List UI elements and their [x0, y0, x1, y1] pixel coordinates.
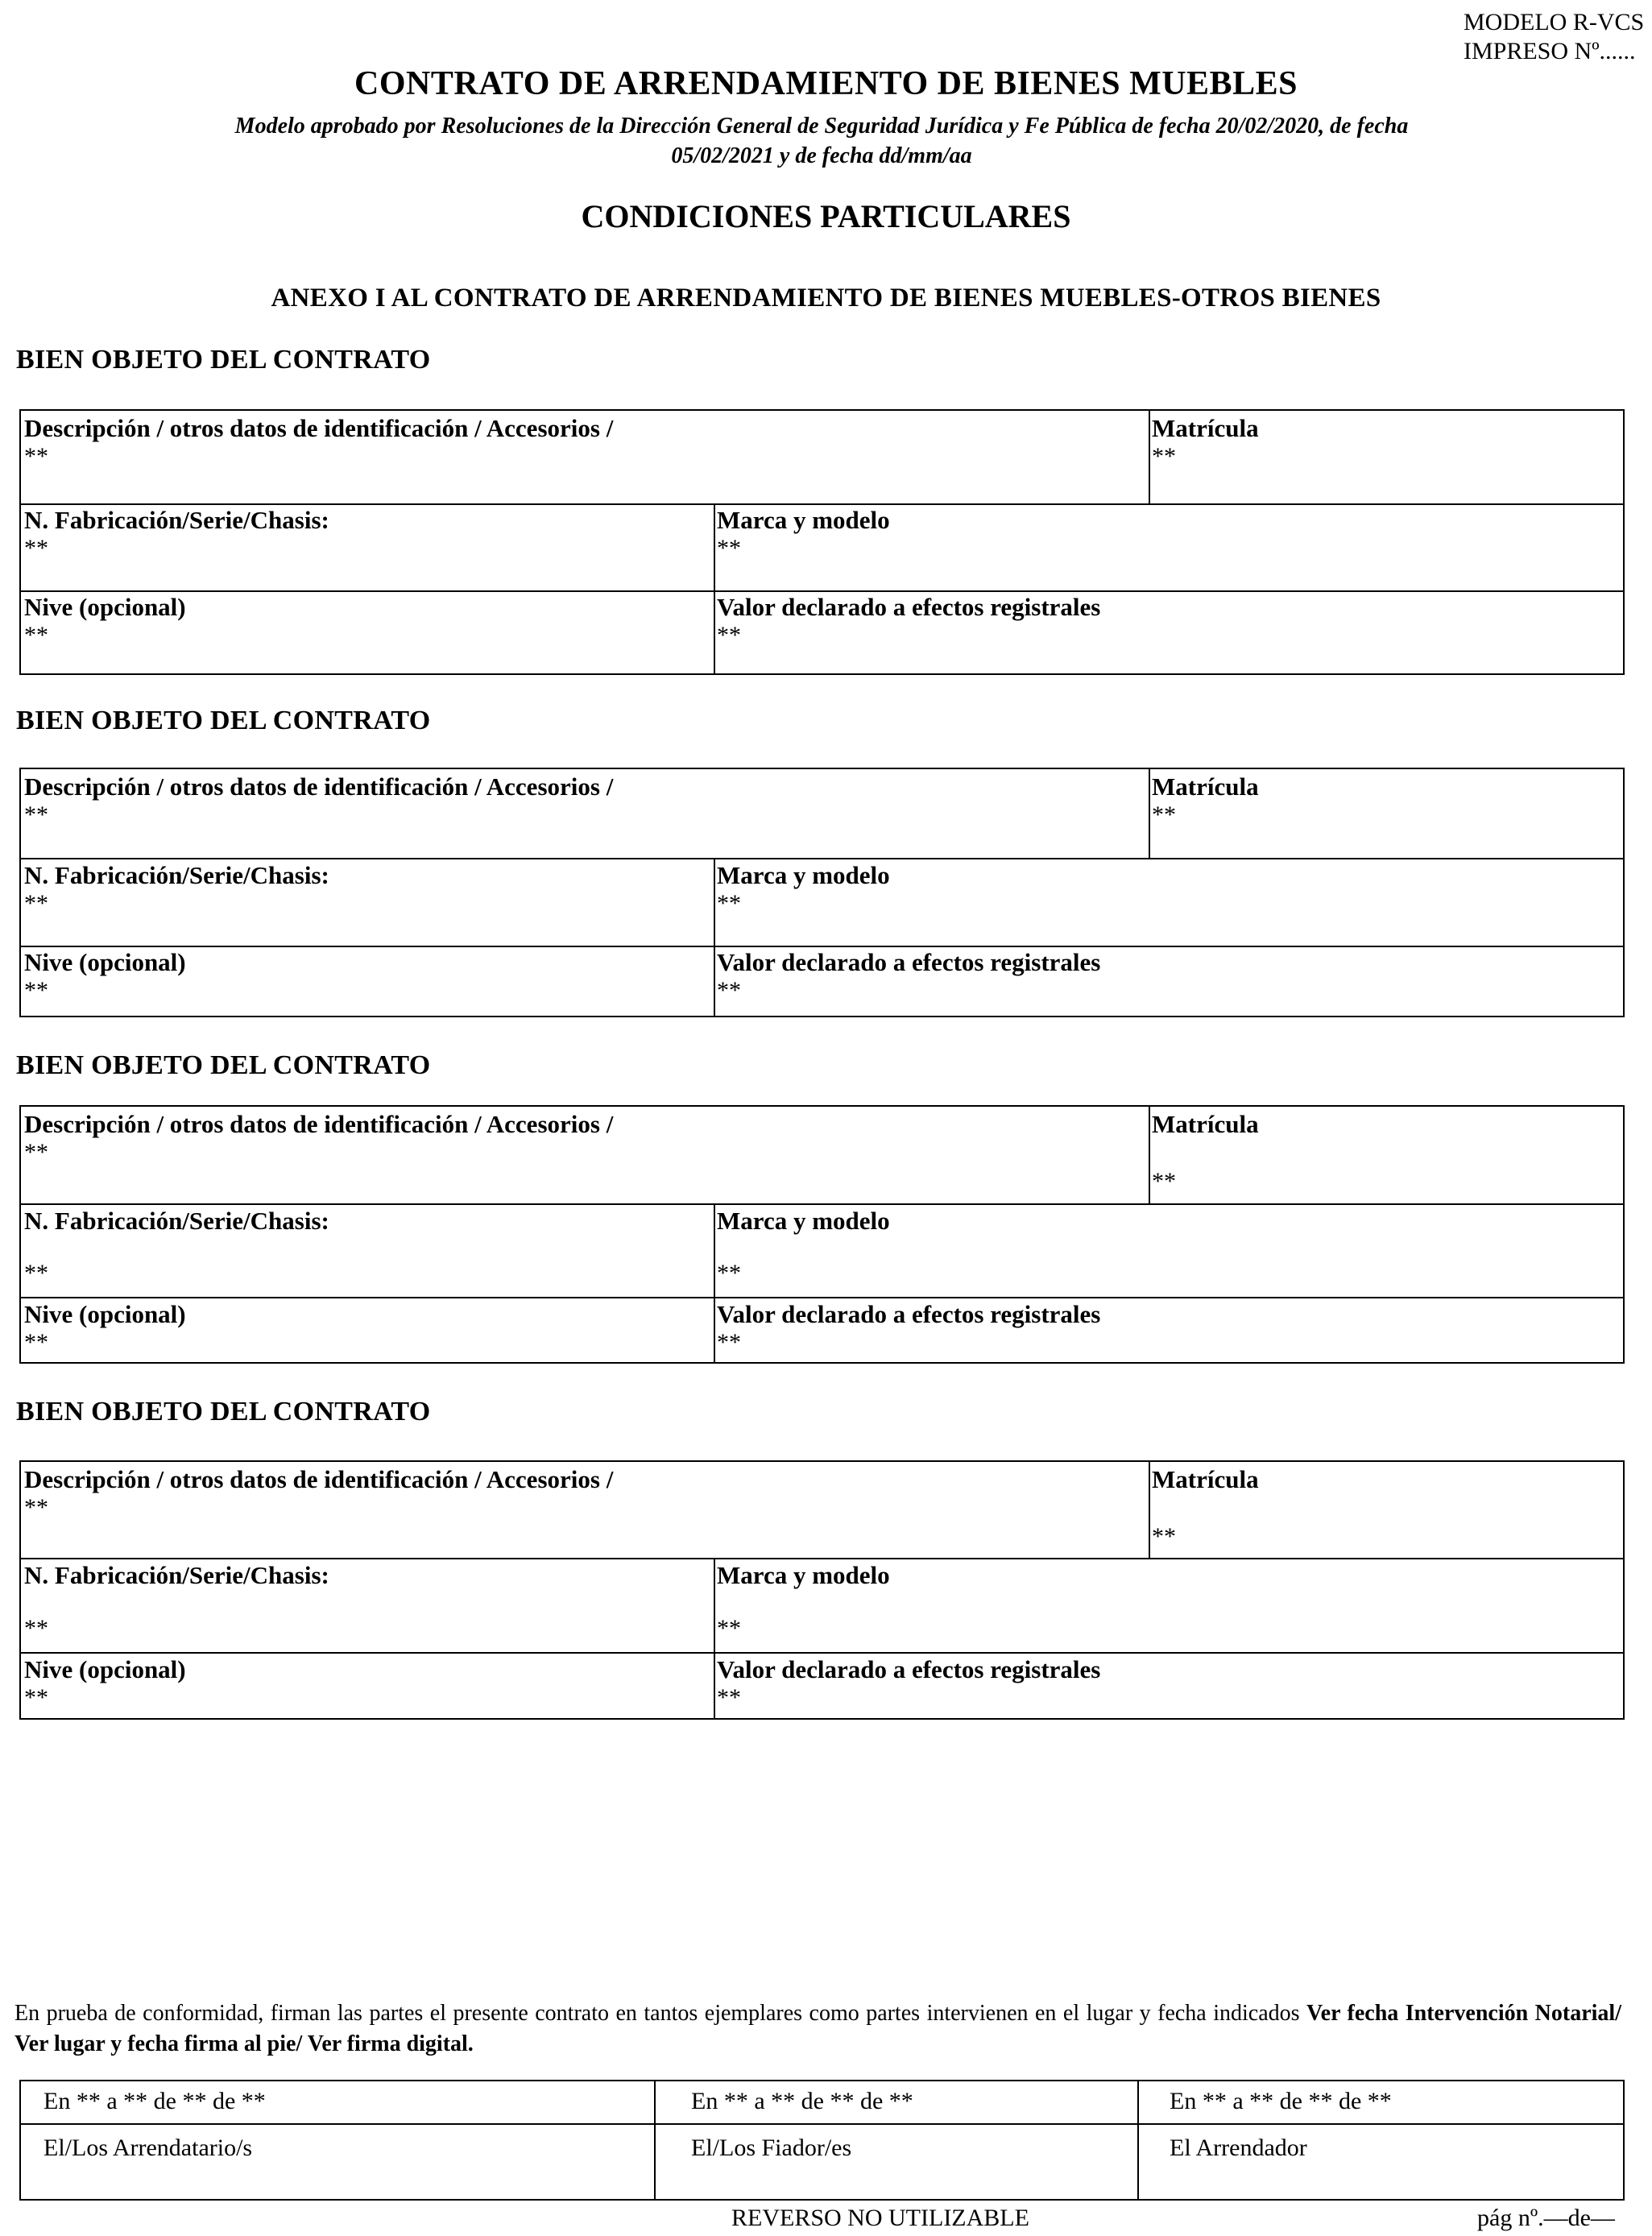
asset-box — [19, 768, 1625, 1017]
descripcion-value[interactable]: ** — [24, 443, 48, 470]
nive-label: Nive (opcional) — [24, 1300, 186, 1328]
nive-value[interactable]: ** — [24, 1684, 48, 1711]
descripcion-label: Descripción / otros datos de identificación / Accesorios / — [24, 772, 614, 801]
place-date-fiador[interactable]: En ** a ** de ** de ** — [691, 2088, 913, 2114]
fabricacion-value[interactable]: ** — [24, 1615, 48, 1642]
fabricacion-value[interactable]: ** — [24, 890, 48, 917]
signature-intro-bold: Ver fecha Intervención Notarial/ Ver lugar y fecha firma al pie/ Ver firma digital. — [14, 2001, 1621, 2056]
signature-table — [19, 2080, 1625, 2201]
fabricacion-label: N. Fabricación/Serie/Chasis: — [24, 861, 329, 889]
modelo-label: MODELO R-VCS — [1464, 9, 1645, 35]
party-arrendatario: El/Los Arrendatario/s — [43, 2135, 253, 2161]
marca-value[interactable]: ** — [717, 535, 741, 561]
signature-paragraph — [14, 1998, 1621, 2060]
valor-value[interactable]: ** — [717, 977, 741, 1004]
section-title: BIEN OBJETO DEL CONTRATO — [16, 345, 431, 375]
descripcion-label: Descripción / otros datos de identificación / Accesorios / — [24, 414, 614, 442]
descripcion-value[interactable]: ** — [24, 801, 48, 828]
valor-label: Valor declarado a efectos registrales — [717, 1655, 1101, 1683]
descripcion-value[interactable]: ** — [24, 1494, 48, 1521]
matricula-label: Matrícula — [1152, 414, 1259, 442]
party-arrendador: El Arrendador — [1170, 2135, 1307, 2161]
fabricacion-value[interactable]: ** — [24, 535, 48, 561]
nive-value[interactable]: ** — [24, 1329, 48, 1356]
matricula-value[interactable]: ** — [1152, 1168, 1176, 1195]
annex-heading: ANEXO I AL CONTRATO DE ARRENDAMIENTO DE BIENES MUEBLES-OTROS BIENES — [271, 284, 1381, 313]
matricula-value[interactable]: ** — [1152, 1523, 1176, 1550]
asset-box — [19, 1460, 1625, 1720]
marca-label: Marca y modelo — [717, 1207, 890, 1235]
document-subtitle — [161, 111, 1482, 171]
descripcion-label: Descripción / otros datos de identificación / Accesorios / — [24, 1465, 614, 1493]
valor-label: Valor declarado a efectos registrales — [717, 593, 1101, 621]
signature-intro-text: En prueba de conformidad, firman las partes el presente contrato en tantos ejemplares como partes intervienen en el lugar y fecha indicados — [14, 2001, 1307, 2026]
section-title: BIEN OBJETO DEL CONTRATO — [16, 706, 431, 735]
subtitle-line-1: Modelo aprobado por Resoluciones de la Dirección General de Seguridad Jurídica y Fe Pública de fecha 20/02/2020, de fecha — [234, 114, 1409, 139]
marca-value[interactable]: ** — [717, 1260, 741, 1286]
modelo-code — [1464, 8, 1644, 66]
nive-label: Nive (opcional) — [24, 593, 186, 621]
place-date-arrendatario[interactable]: En ** a ** de ** de ** — [43, 2088, 266, 2114]
document-title: CONTRATO DE ARRENDAMIENTO DE BIENES MUEBLES — [354, 65, 1298, 102]
marca-value[interactable]: ** — [717, 1615, 741, 1642]
impreso-number: IMPRESO Nº...... — [1464, 38, 1636, 64]
matricula-label: Matrícula — [1152, 1110, 1259, 1138]
fabricacion-value[interactable]: ** — [24, 1260, 48, 1286]
asset-box — [19, 409, 1625, 675]
valor-value[interactable]: ** — [717, 1684, 741, 1711]
matricula-value[interactable]: ** — [1152, 443, 1176, 470]
matricula-label: Matrícula — [1152, 1465, 1259, 1493]
nive-value[interactable]: ** — [24, 977, 48, 1004]
valor-value[interactable]: ** — [717, 622, 741, 648]
nive-value[interactable]: ** — [24, 622, 48, 648]
place-date-arrendador[interactable]: En ** a ** de ** de ** — [1170, 2088, 1392, 2114]
subtitle-line-2: 05/02/2021 y de fecha dd/mm/aa — [671, 143, 972, 168]
valor-label: Valor declarado a efectos registrales — [717, 948, 1101, 976]
page-number: pág nº.—de— — [1477, 2205, 1615, 2231]
party-fiador: El/Los Fiador/es — [691, 2135, 852, 2161]
marca-label: Marca y modelo — [717, 1561, 890, 1589]
valor-label: Valor declarado a efectos registrales — [717, 1300, 1101, 1328]
nive-label: Nive (opcional) — [24, 948, 186, 976]
matricula-value[interactable]: ** — [1152, 801, 1176, 828]
section-title: BIEN OBJETO DEL CONTRATO — [16, 1050, 431, 1080]
fabricacion-label: N. Fabricación/Serie/Chasis: — [24, 1561, 329, 1589]
section-title: BIEN OBJETO DEL CONTRATO — [16, 1397, 431, 1426]
asset-box — [19, 1105, 1625, 1364]
descripcion-label: Descripción / otros datos de identificación / Accesorios / — [24, 1110, 614, 1138]
nive-label: Nive (opcional) — [24, 1655, 186, 1683]
descripcion-value[interactable]: ** — [24, 1139, 48, 1166]
valor-value[interactable]: ** — [717, 1329, 741, 1356]
marca-value[interactable]: ** — [717, 890, 741, 917]
reverso-note: REVERSO NO UTILIZABLE — [731, 2205, 1029, 2231]
matricula-label: Matrícula — [1152, 772, 1259, 801]
fabricacion-label: N. Fabricación/Serie/Chasis: — [24, 506, 329, 534]
marca-label: Marca y modelo — [717, 506, 890, 534]
marca-label: Marca y modelo — [717, 861, 890, 889]
conditions-heading: CONDICIONES PARTICULARES — [581, 198, 1071, 234]
fabricacion-label: N. Fabricación/Serie/Chasis: — [24, 1207, 329, 1235]
